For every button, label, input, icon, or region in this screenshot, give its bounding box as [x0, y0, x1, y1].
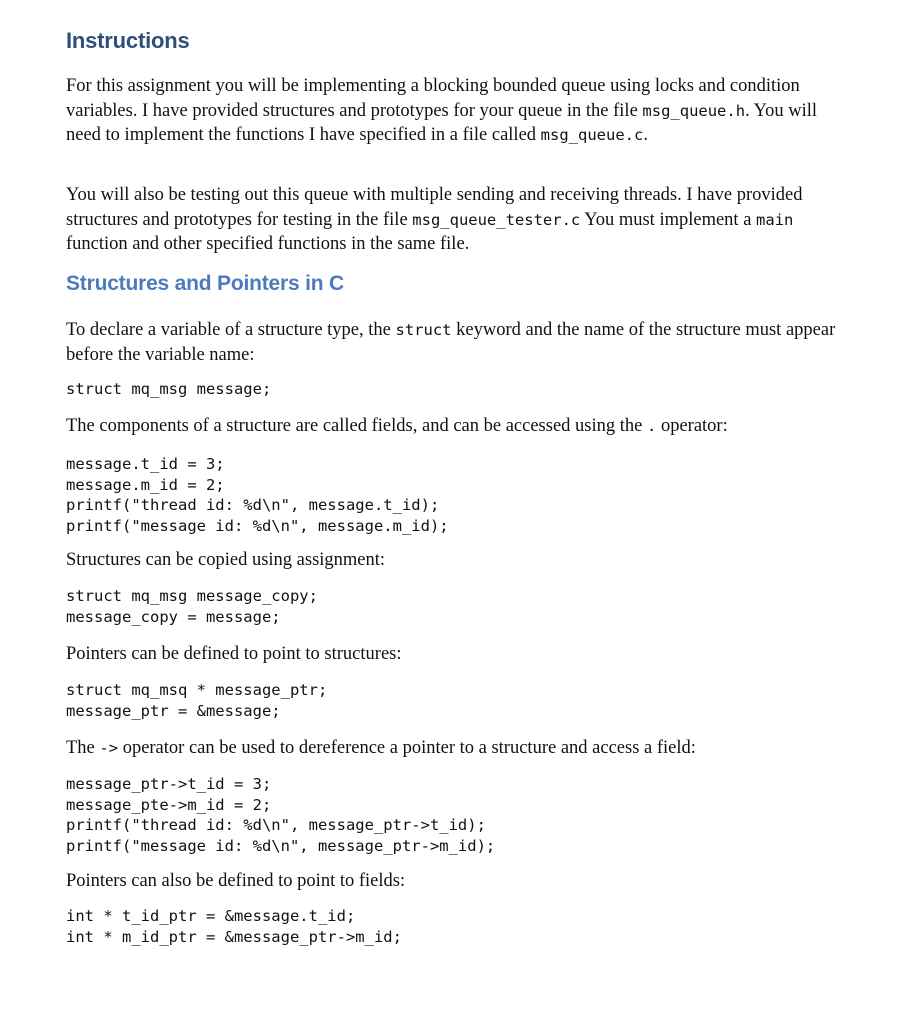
- paragraph-pointer-to-struct: Pointers can be defined to point to structures:: [66, 644, 402, 664]
- paragraph-testing-overview: [66, 183, 856, 257]
- paragraph-text: function and other specified functions in the same file.: [66, 234, 470, 254]
- paragraph-text: .: [643, 125, 648, 145]
- paragraph-text: operator:: [656, 416, 728, 436]
- paragraph-assignment-overview: [66, 74, 856, 148]
- code-block-field-access: message.t_id = 3; message.m_id = 2; printf("thread id: %d\n", message.t_id); printf("message id: %d\n", message.m_id);: [66, 455, 449, 535]
- paragraph-text: operator can be used to dereference a pointer to a structure and access a field:: [118, 738, 696, 758]
- heading-instructions: Instructions: [66, 28, 190, 53]
- inline-code-keyword: struct: [395, 321, 452, 339]
- paragraph-fields: [66, 414, 856, 439]
- paragraph-text: . You will need to implement the functions I have specified in a file called: [66, 100, 818, 145]
- paragraph-text: To declare a variable of a structure type, the: [66, 320, 396, 340]
- paragraph-pointer-to-field: Pointers can also be defined to point to fields:: [66, 871, 406, 891]
- code-block-arrow-access: message_ptr->t_id = 3; message_pte->m_id = 2; printf("thread id: %d\n", message_ptr->t_id); printf("message id: %d\n", message_ptr->m_id);: [66, 775, 496, 855]
- code-block-pointer-to-struct: struct mq_msq * message_ptr; message_ptr = &message;: [66, 681, 328, 720]
- paragraph-struct-copy: Structures can be copied using assignment:: [66, 550, 386, 570]
- paragraph-text: The: [66, 738, 100, 758]
- paragraph-text: You will also be testing out this queue with multiple sending and receiving threads. I have provided structures and prototypes for testing in the file: [66, 185, 803, 230]
- paragraph-text: The components of a structure are called fields, and can be accessed using the: [66, 416, 647, 436]
- code-block-struct-copy: struct mq_msg message_copy; message_copy = message;: [66, 587, 318, 626]
- inline-code-filename: msg_queue_tester.c: [412, 210, 581, 229]
- paragraph-struct-declaration: [66, 318, 856, 367]
- inline-code-operator: ->: [99, 739, 119, 757]
- inline-code-filename: msg_queue.c: [540, 126, 644, 144]
- heading-structures-and-pointers: Structures and Pointers in C: [66, 272, 344, 295]
- code-block-declare: struct mq_msg message;: [66, 380, 272, 398]
- inline-code-keyword: main: [756, 210, 794, 229]
- paragraph-text: keyword and the name of the structure must appear before the variable name:: [66, 320, 836, 365]
- inline-code-operator: .: [646, 417, 657, 435]
- inline-code-filename: msg_queue.h: [642, 101, 746, 120]
- code-block-pointer-to-field: int * t_id_ptr = &message.t_id; int * m_id_ptr = &message_ptr->m_id;: [66, 907, 402, 946]
- paragraph-text: For this assignment you will be implementing a blocking bounded queue using locks and condition variables. I have provided structures and prototypes for your queue in the file: [66, 76, 800, 121]
- paragraph-text: You must implement a: [580, 209, 757, 230]
- paragraph-arrow-operator: [66, 736, 856, 761]
